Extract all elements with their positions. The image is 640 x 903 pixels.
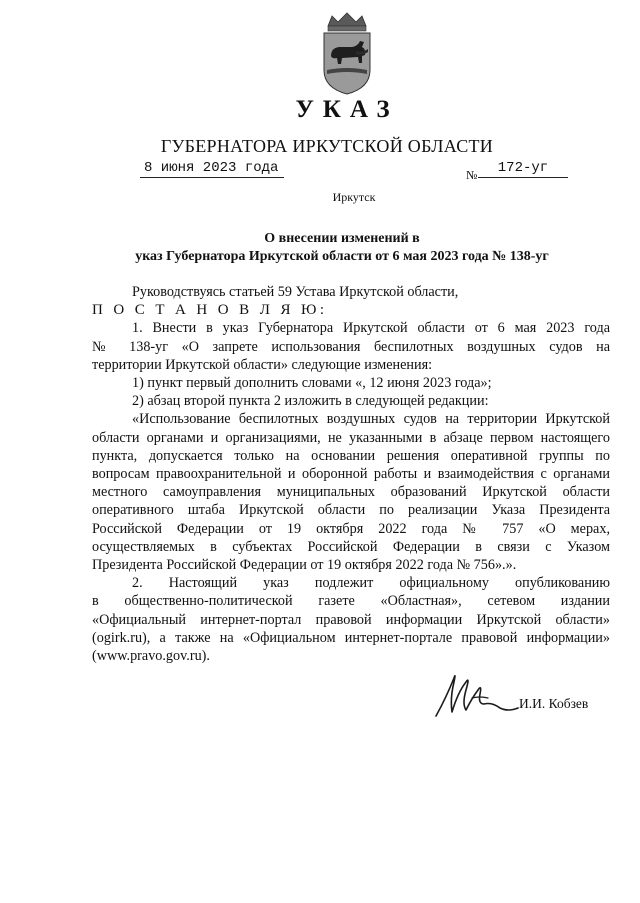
issue-city: Иркутск: [332, 190, 376, 204]
paragraph-line: (ogirk.ru), а также на «Официальном интернет-портале правовой информации»: [92, 629, 610, 646]
decree-body: [92, 283, 610, 665]
paragraph-line: 1. Внести в указ Губернатора Иркутской области от 6 мая 2023 года: [132, 320, 610, 337]
document-subtitle: ГУБЕРНАТОРА ИРКУТСКОЙ ОБЛАСТИ: [160, 136, 494, 156]
paragraph-line: (www.pravo.gov.ru).: [92, 648, 210, 665]
list-item: 1) пункт первый дополнить словами «, 12 июня 2023 года»;: [132, 375, 492, 392]
quote-line: вопросам правоохранительной и оборонной работы и взаимодействия с органами: [92, 466, 610, 483]
paragraph-line: 2. Настоящий указ подлежит официальному опубликованию: [132, 575, 610, 592]
paragraph-line: «Официальный интернет-портал правовой информации Иркутской области»: [92, 611, 610, 628]
list-item: 2) абзац второй пункта 2 изложить в следующей редакции:: [132, 393, 489, 410]
quote-line: Президента Российской Федерации от 19 октября 2022 года № 756».».: [92, 557, 517, 574]
quote-line: «Использование беспилотных воздушных судов на территории Иркутской: [132, 411, 610, 428]
quote-line: Российской Федерации от 19 октября 2022 года № 757 «О мерах,: [92, 520, 610, 537]
decree-date: 8 июня 2023 года: [140, 160, 284, 178]
signer-name: И.И. Кобзев: [519, 696, 589, 711]
heading-line: О внесении изменений в: [264, 231, 420, 246]
decree-heading: [90, 230, 594, 266]
paragraph-line: в общественно-политической газете «Областная», сетевом издании: [92, 593, 610, 610]
paragraph-line: № 138-уг «О запрете использования беспилотных воздушных судов на: [92, 338, 610, 355]
quote-line: осуществляемых в субъектах Российской Федерации в связи с Указом: [92, 538, 610, 555]
quote-line: оперативного штаба Иркутской области по реализации Указа Президента: [92, 502, 610, 519]
handwritten-signature: [432, 668, 524, 720]
decree-word: П О С Т А Н О В Л Я Ю:: [92, 302, 328, 319]
number-sign: №: [466, 168, 478, 182]
decree-number: 172-уг: [478, 160, 568, 178]
heading-line: указ Губернатора Иркутской области от 6 мая 2023 года № 138-уг: [135, 249, 549, 264]
paragraph-line: территории Иркутской области» следующие изменения:: [92, 356, 433, 373]
document-title: УКАЗ: [295, 96, 399, 123]
quote-line: местного самоуправления муниципальных образований Иркутской области: [92, 484, 610, 501]
basis-line: Руководствуясь статьей 59 Устава Иркутской области,: [132, 284, 459, 300]
quote-line: области органами и организациями, не указанными в абзаце первом настоящего: [92, 429, 610, 446]
quote-line: пункта, допускается только на основании решения оперативной группы по: [92, 447, 610, 464]
irkutsk-coat-of-arms-icon: [318, 12, 376, 96]
